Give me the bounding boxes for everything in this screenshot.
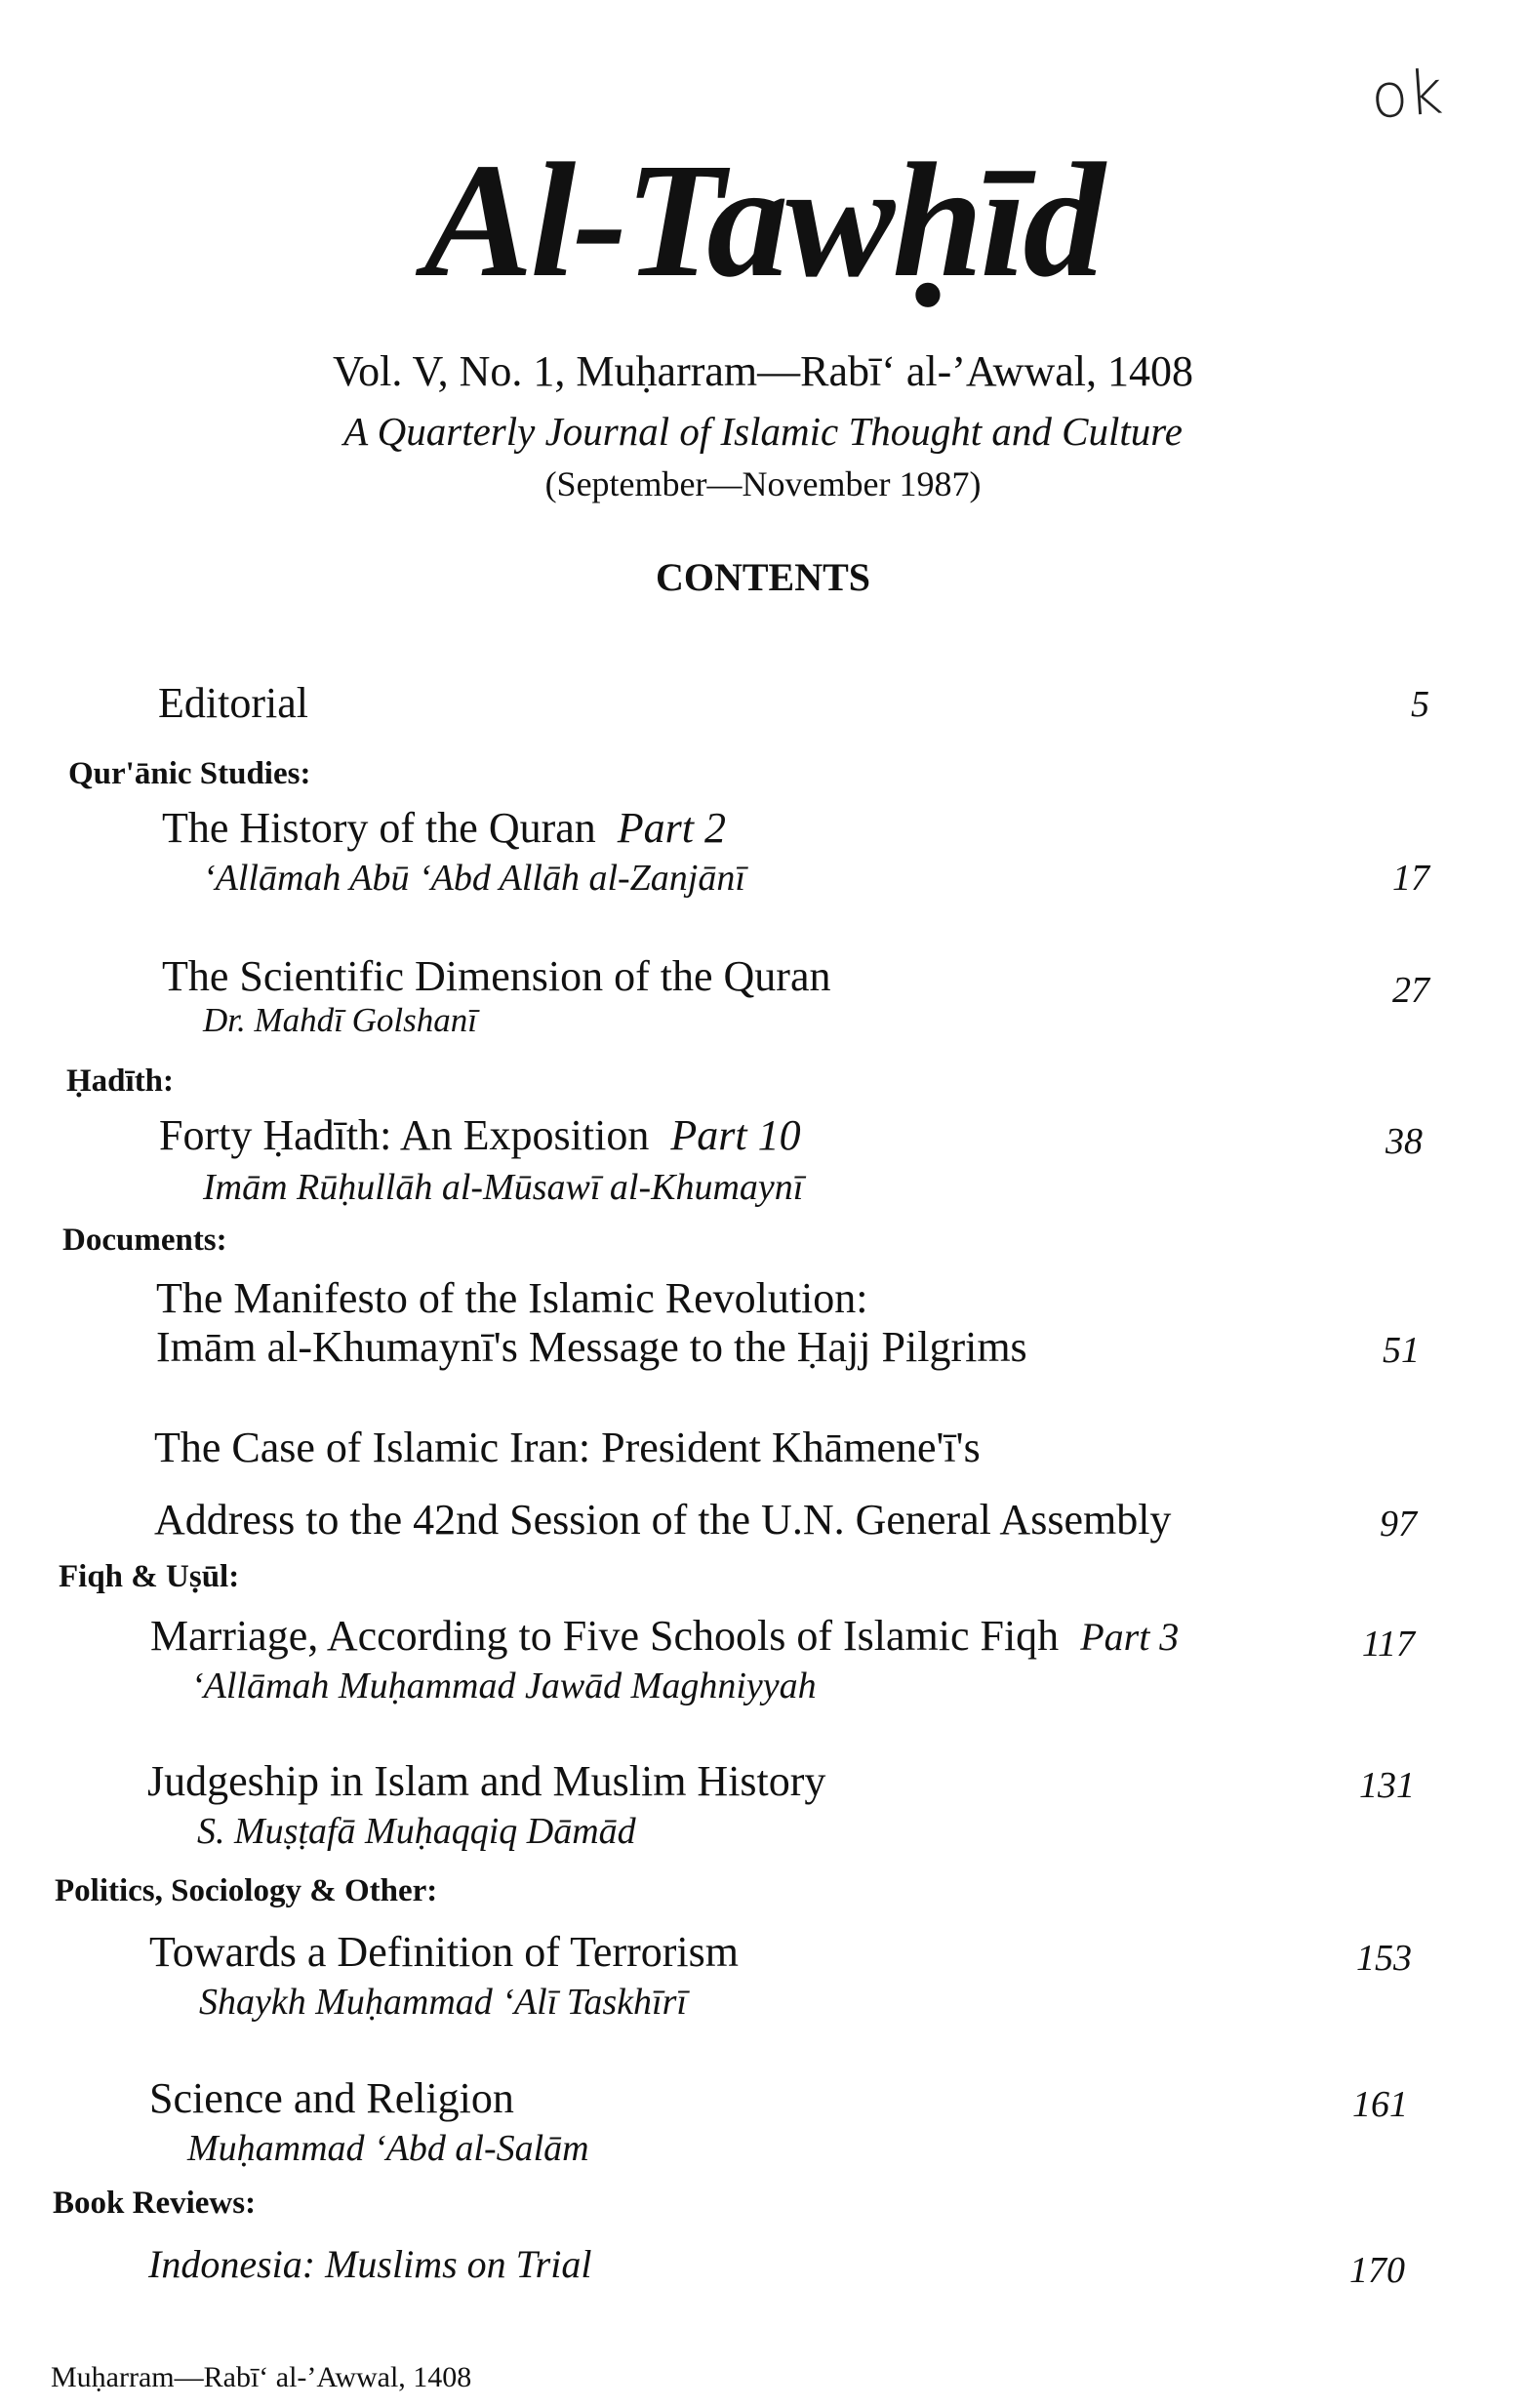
entry-title-judgeship: Judgeship in Islam and Muslim History xyxy=(147,1757,826,1805)
entry-page-indonesia: 170 xyxy=(1349,2250,1405,2291)
entry-page-science-religion: 161 xyxy=(1352,2084,1408,2125)
entry-author-marriage: ‘Allāmah Muḥammad Jawād Maghniyyah xyxy=(191,1666,817,1706)
section-heading-politics: Politics, Sociology & Other: xyxy=(55,1873,438,1908)
entry-title-manifesto-line1: The Manifesto of the Islamic Revolution: xyxy=(156,1274,868,1322)
section-heading-documents: Documents: xyxy=(62,1223,227,1258)
volume-line: Vol. V, No. 1, Muḥarram—Rabī‘ al-’Awwal, 1408 xyxy=(333,347,1193,395)
contents-heading: CONTENTS xyxy=(655,555,871,599)
section-heading-quranic-studies: Qur'ānic Studies: xyxy=(68,756,311,791)
entry-title-forty-hadith: Forty Ḥadīth: An Exposition Part 10 xyxy=(159,1111,801,1159)
entry-author-forty-hadith: Imām Rūḥullāh al-Mūsawī al-Khumaynī xyxy=(203,1167,804,1208)
entry-title-manifesto-line2: Imām al-Khumaynī's Message to the Ḥajj Pilgrims xyxy=(156,1323,1027,1371)
entry-author-terrorism: Shaykh Muḥammad ‘Alī Taskhīrī xyxy=(199,1982,687,2023)
entry-author-scientific-dimension: Dr. Mahdī Golshanī xyxy=(203,1001,477,1039)
entry-page-marriage: 117 xyxy=(1361,1624,1415,1665)
journal-subtitle: A Quarterly Journal of Islamic Thought and Culture xyxy=(343,409,1183,454)
entry-title-marriage: Marriage, According to Five Schools of Islamic Fiqh Part 3 xyxy=(150,1612,1180,1660)
entry-title-scientific-dimension: The Scientific Dimension of the Quran xyxy=(162,952,831,1000)
entry-author-judgeship: S. Muṣṭafā Muḥaqqiq Dāmād xyxy=(197,1811,636,1852)
entry-part-history-quran: Part 2 xyxy=(617,804,727,852)
entry-page-judgeship: 131 xyxy=(1359,1765,1415,1806)
entry-part-forty-hadith: Part 10 xyxy=(670,1111,801,1159)
journal-masthead: Al-Tawḥīd xyxy=(423,130,1103,311)
entry-page-case-iran: 97 xyxy=(1380,1504,1417,1545)
entry-title-editorial: Editorial xyxy=(158,679,308,727)
section-heading-book-reviews: Book Reviews: xyxy=(53,2186,257,2221)
entry-title-terrorism: Towards a Definition of Terrorism xyxy=(149,1928,739,1976)
handwritten-ok-note: ok xyxy=(1368,56,1446,133)
entry-part-marriage: Part 3 xyxy=(1080,1615,1180,1659)
running-footer: Muḥarram—Rabī‘ al-’Awwal, 1408 xyxy=(51,2361,472,2393)
entry-title-case-iran-line1: The Case of Islamic Iran: President Khāmene'ī's xyxy=(154,1424,981,1471)
entry-title-case-iran-line2: Address to the 42nd Session of the U.N. General Assembly xyxy=(154,1496,1172,1544)
issue-dates: (September—November 1987) xyxy=(544,464,982,503)
entry-author-science-religion: Muḥammad ‘Abd al-Salām xyxy=(187,2128,589,2169)
entry-page-editorial: 5 xyxy=(1411,684,1429,725)
entry-author-history-quran: ‘Allāmah Abū ‘Abd Allāh al-Zanjānī xyxy=(203,858,745,899)
entry-page-scientific-dimension: 27 xyxy=(1392,970,1429,1011)
entry-title-indonesia: Indonesia: Muslims on Trial xyxy=(148,2242,592,2286)
entry-page-history-quran: 17 xyxy=(1392,858,1429,899)
entry-title-science-religion: Science and Religion xyxy=(149,2074,514,2122)
entry-title-history-quran: The History of the Quran Part 2 xyxy=(162,804,727,852)
entry-page-forty-hadith: 38 xyxy=(1385,1121,1423,1162)
section-heading-fiqh-usul: Fiqh & Uṣūl: xyxy=(59,1559,240,1594)
section-heading-hadith: Ḥadīth: xyxy=(66,1064,175,1099)
entry-page-terrorism: 153 xyxy=(1356,1938,1412,1979)
entry-page-manifesto: 51 xyxy=(1383,1330,1420,1371)
